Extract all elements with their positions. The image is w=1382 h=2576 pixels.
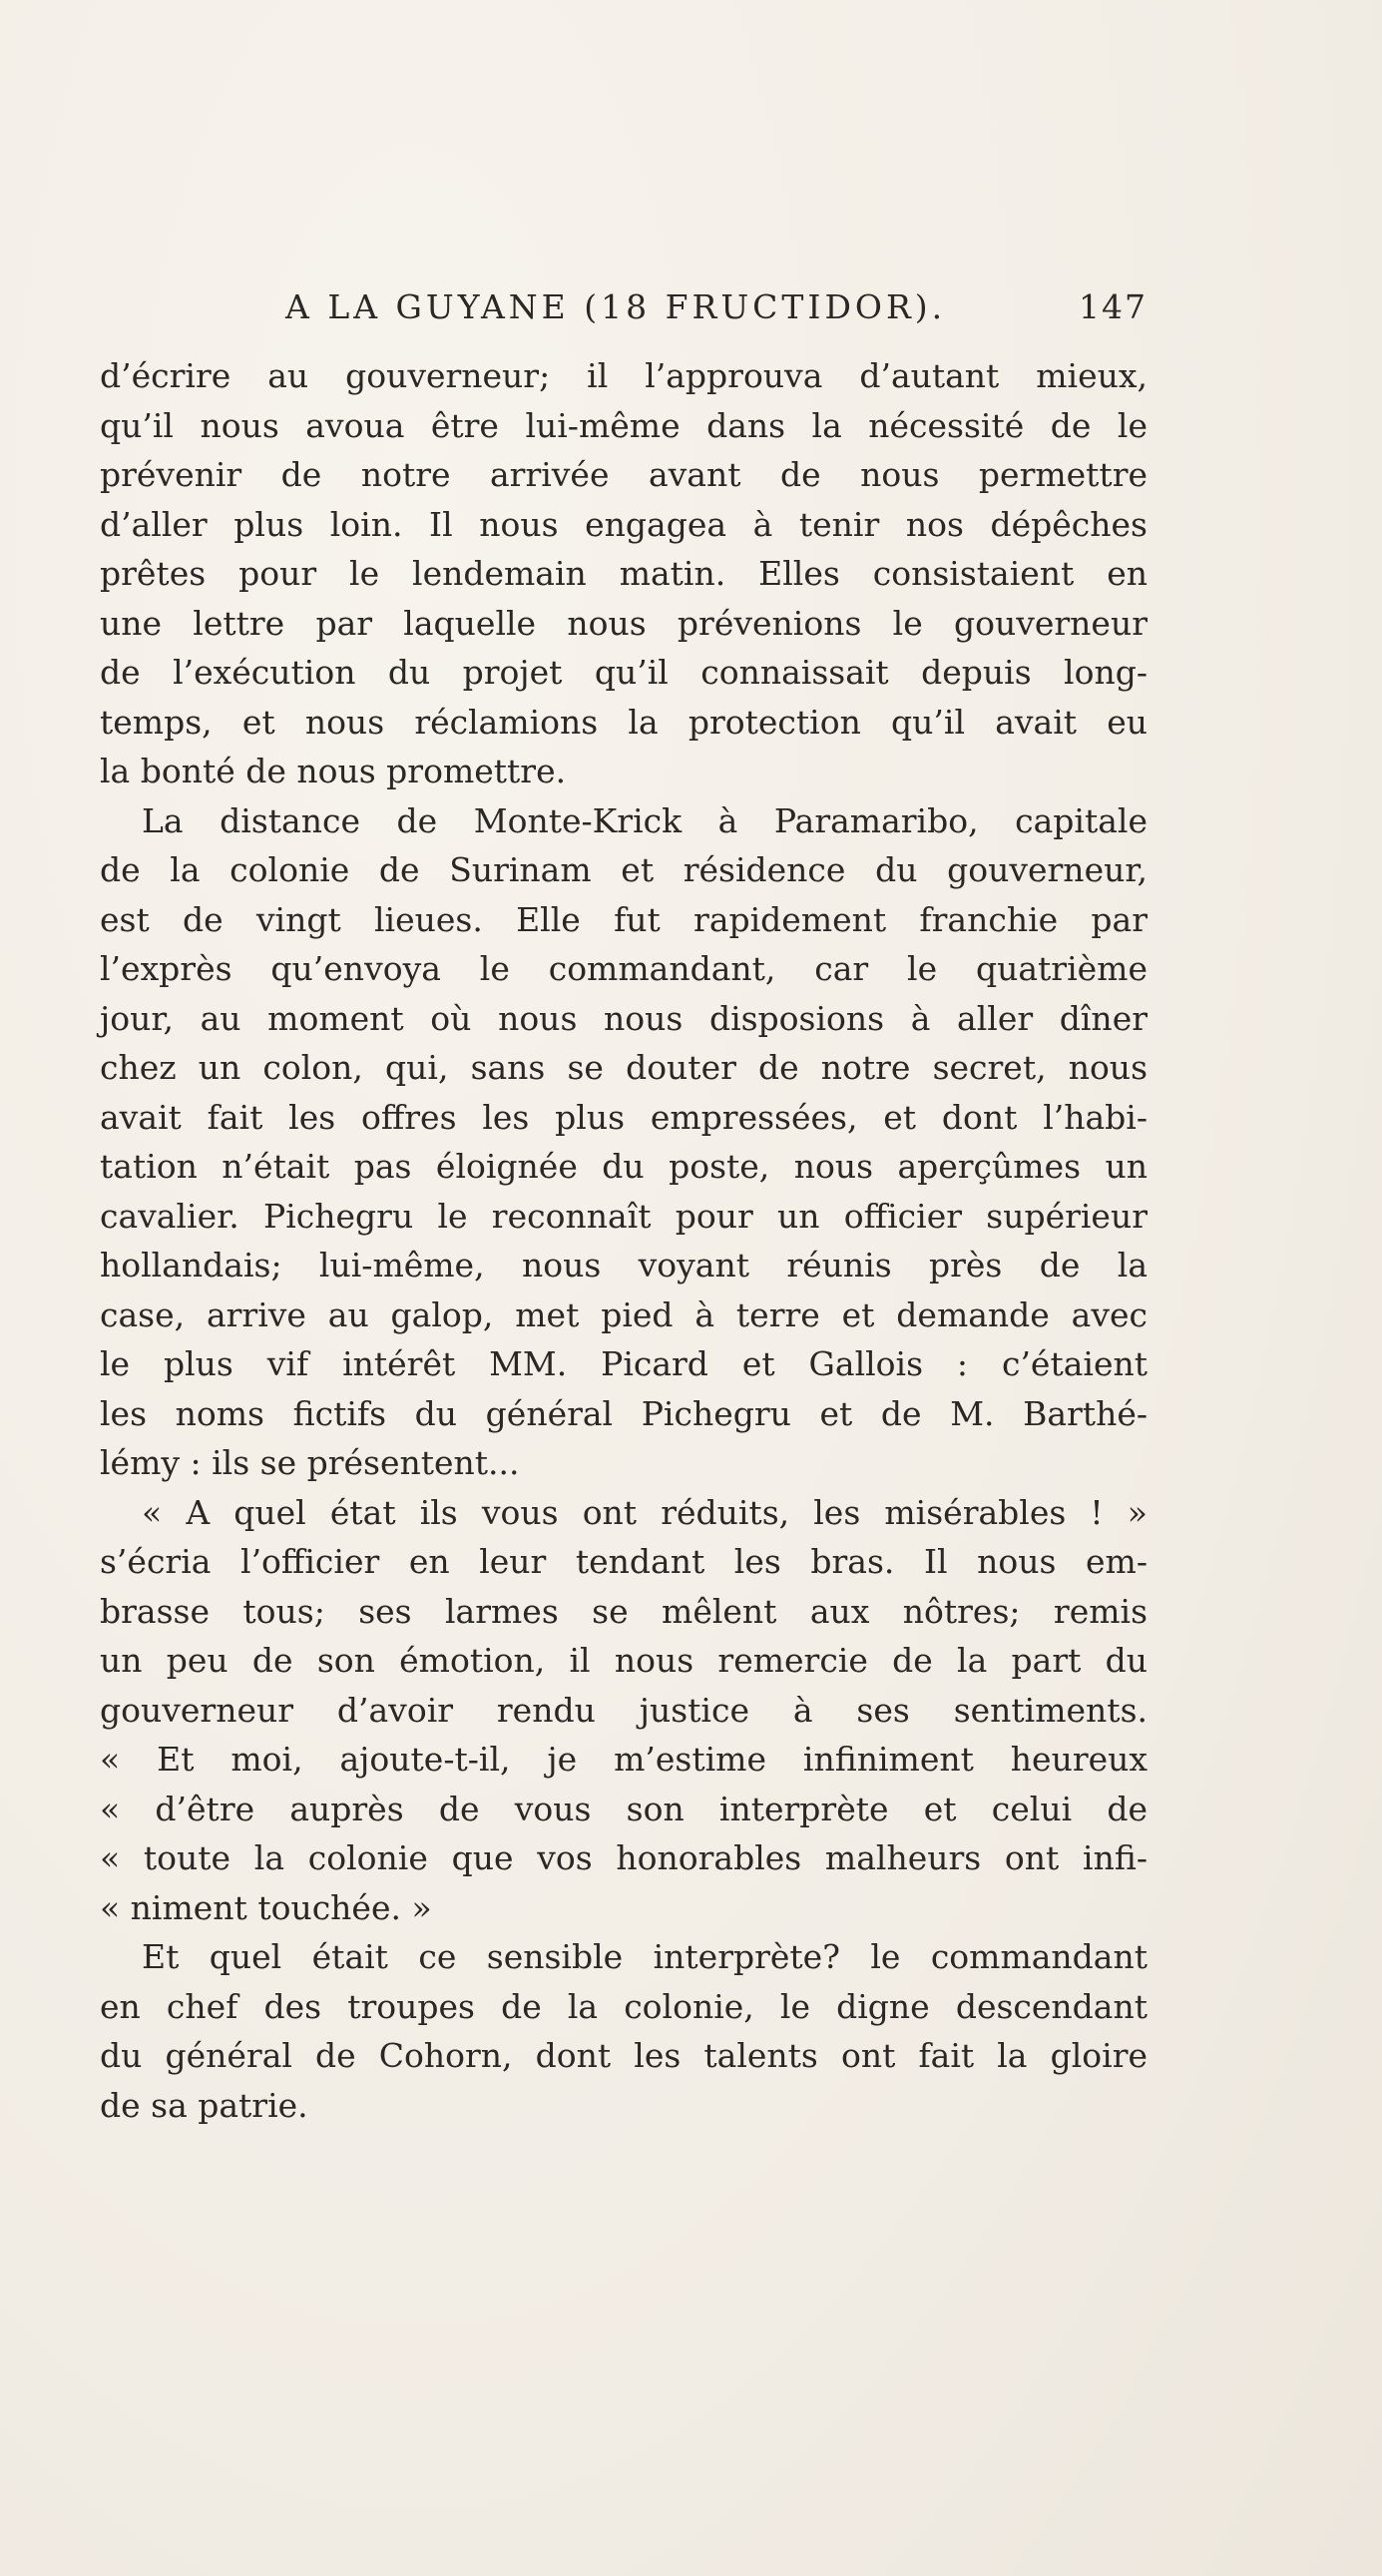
text-line: le plus vif intérêt MM. Picard et Gallois : c’étaient — [100, 1344, 1148, 1383]
text-line: jour, au moment où nous nous disposions à aller dîner — [100, 998, 1148, 1038]
running-title: A LA GUYANE (18 FRUCTIDOR). — [285, 287, 947, 326]
text-line: de l’exécution du projet qu’il connaissait depuis long- — [100, 653, 1148, 692]
text-line: un peu de son émotion, il nous remercie de la part du — [100, 1641, 1148, 1680]
text-line: case, arrive au galop, met pied à terre et demande avec — [100, 1294, 1148, 1334]
text-line: avait fait les offres les plus empressées, et dont l’habi- — [100, 1097, 1148, 1137]
text-line: « d’être auprès de vous son interprète et celui de — [100, 1789, 1148, 1828]
text-line: « Et moi, ajoute-t-il, je m’estime infiniment heureux — [100, 1740, 1148, 1779]
text-line: qu’il nous avoua être lui-même dans la nécessité de le — [100, 405, 1148, 445]
text-line: lémy : ils se présentent... — [100, 1443, 520, 1482]
text-line: en chef des troupes de la colonie, le digne descendant — [100, 1986, 1148, 2026]
text-line: prêtes pour le lendemain matin. Elles consistaient en — [100, 554, 1148, 593]
text-line: s’écria l’officier en leur tendant les bras. Il nous em- — [100, 1542, 1148, 1581]
text-line: gouverneur d’avoir rendu justice à ses sentiments. — [100, 1690, 1148, 1730]
text-line: de la colonie de Surinam et résidence du gouverneur, — [100, 850, 1148, 889]
text-line: chez un colon, qui, sans se douter de notre secret, nous — [100, 1048, 1148, 1087]
text-line: temps, et nous réclamions la protection qu’il avait eu — [100, 702, 1148, 742]
text-line: hollandais; lui-même, nous voyant réunis près de la — [100, 1246, 1148, 1285]
text-line: « niment touchée. » — [100, 1887, 432, 1927]
text-line: cavalier. Pichegru le reconnaît pour un officier supérieur — [100, 1196, 1148, 1236]
text-line: La distance de Monte-Krick à Paramaribo, capitale — [142, 800, 1148, 840]
body-text — [100, 351, 1148, 2130]
text-line: d’écrire au gouverneur; il l’approuva d’autant mieux, — [100, 356, 1148, 395]
text-line: tation n’était pas éloignée du poste, nous aperçûmes un — [100, 1147, 1148, 1186]
text-line: une lettre par laquelle nous prévenions le gouverneur — [100, 603, 1148, 643]
text-line: l’exprès qu’envoya le commandant, car le quatrième — [100, 949, 1148, 988]
text-line: brasse tous; ses larmes se mêlent aux nôtres; remis — [100, 1591, 1148, 1631]
text-line: est de vingt lieues. Elle fut rapidement franchie par — [100, 899, 1148, 939]
text-line: la bonté de nous promettre. — [100, 752, 567, 790]
text-line: les noms fictifs du général Pichegru et de M. Barthé- — [100, 1393, 1148, 1433]
running-head — [100, 287, 1148, 337]
text-line: « toute la colonie que vos honorables malheurs ont infi- — [100, 1838, 1148, 1877]
text-line: Et quel était ce sensible interprète? le commandant — [142, 1937, 1148, 1976]
page-number: 147 — [1079, 287, 1148, 326]
text-line: « A quel état ils vous ont réduits, les misérables ! » — [142, 1492, 1148, 1532]
text-line: de sa patrie. — [100, 2085, 308, 2125]
text-line: d’aller plus loin. Il nous engagea à tenir nos dépêches — [100, 504, 1148, 544]
text-line: prévenir de notre arrivée avant de nous permettre — [100, 455, 1148, 494]
text-line: du général de Cohorn, dont les talents ont fait la gloire — [100, 2036, 1148, 2075]
